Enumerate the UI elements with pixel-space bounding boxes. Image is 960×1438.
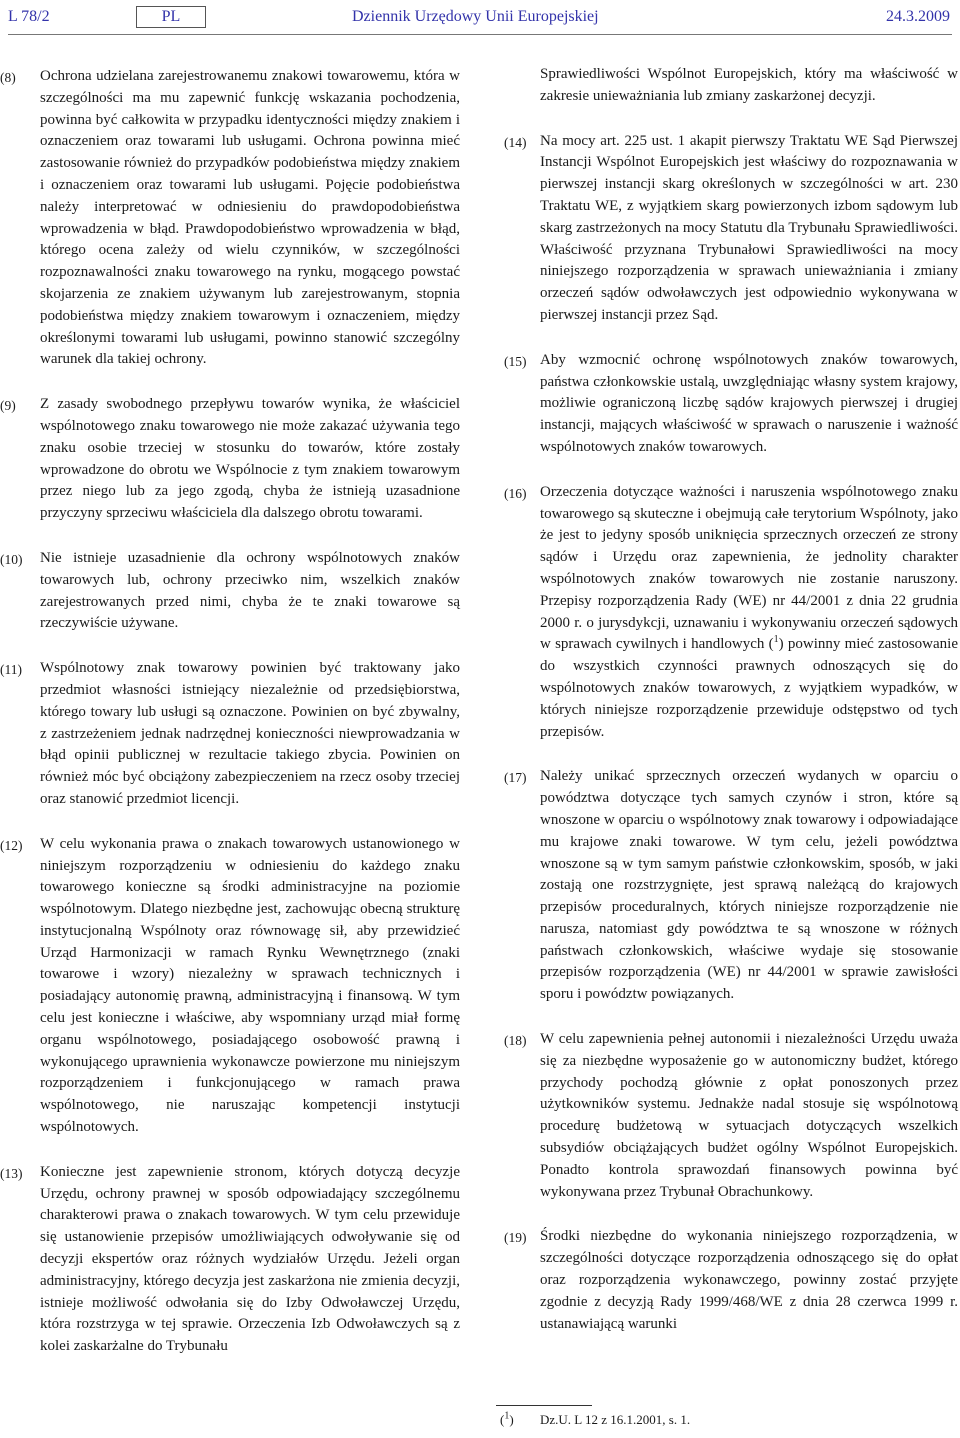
- recital-15: [496, 350, 958, 459]
- language-code-box: PL: [136, 6, 206, 28]
- recital-16: [496, 482, 959, 744]
- recital-text: Wspólnotowy znak towarowy powinien być traktowany jako przedmiot własności istniejący niezależnie od przedsiębiorstwa, którego towary lub usługi są oznaczone. Powinien on być zbywalny, z zastrzeżeniem jednak nadrzędnej konieczności niewprowadzania w błąd opinii publicznej w rezultacie takiego zbycia. Powinien on również móc być obciążony zabezpieczeniem na rzecz osoby trzeciej oraz stanowić przedmiot licencji.: [40, 660, 460, 807]
- recital-number: (9): [0, 398, 16, 414]
- page-header: [0, 6, 960, 28]
- recital-text: Sprawiedliwości Wspólnot Europejskich, który ma właściwość w zakresie unieważniania lub zmiany zaskarżonej decyzji.: [540, 66, 958, 104]
- recital-text: Nie istnieje uzasadnienie dla ochrony wspólnotowych znaków towarowych lub, ochrony przeciwko nim, wszelkich znaków zarejestrowanych przed nimi, chyba że te znaki towarowe są rzeczywiście używane.: [40, 549, 460, 632]
- recital-text-part: Orzeczenia dotyczące ważności i naruszenia wspólnotowego znaku towarowego są skuteczne i obejmują całe terytorium Wspólnoty, jako że jest to jedyny sposób uniknięcia sprzecznych orzeczeń ze strony sądów i Urzędu oraz zapewnienia, że jednolity charakter wspólnotowych znaków towarowych nie zostanie naruszony. Przepisy rozporządzenia Rady (WE) nr 44/2001 z dnia 22 grudnia 2000 r. o jurysdykcji, uznawaniu i wykonywaniu orzeczeń sądowych w sprawach cywilnych i handlowych (: [540, 483, 958, 653]
- footnote-text: Dz.U. L 12 z 16.1.2001, s. 1.: [540, 1412, 691, 1427]
- footnote-reference: 1: [773, 634, 779, 646]
- publication-date: 24.3.2009: [886, 8, 950, 25]
- recital-13: [0, 1162, 460, 1358]
- recital-number: (18): [504, 1033, 527, 1049]
- recital-19: [496, 1226, 958, 1335]
- recital-8: [0, 66, 460, 371]
- page-reference: L 78/2: [8, 8, 50, 25]
- footnote-mark-close: ): [509, 1412, 514, 1427]
- recital-number: (17): [504, 770, 527, 786]
- recital-text-part: ) powinny mieć zastosowanie do wszystkich czynności prawnych odnoszących się do wspólnotowych znaków towarowych, z wyjątkiem wypadków, w których niniejsze rozporządzenie przewiduje odstępstwo od tych przepisów.: [540, 636, 959, 740]
- recital-text: [540, 482, 958, 744]
- recital-11: [0, 658, 460, 811]
- recital-number: (8): [0, 70, 16, 85]
- recital-number: (16): [504, 485, 527, 501]
- recital-number: (12): [0, 837, 23, 853]
- recital-17: [496, 766, 958, 1006]
- recital-text: W celu zapewnienia pełnej autonomii i niezależności Urzędu uważa się za niezbędne wyposażenie go w autonomiczny budżet, którego przychody pochodzą głównie z opłat ponoszonych przez użytkowników systemu. Jednakże nadal stosuje się wspólnotową procedurę budżetową w sytuacjach dotyczących wszelkich subsydiów obciążających budżet ogólny Wspólnot Europejskich. Ponadto kontrola sprawozdań finansowych powinna być wykonywana przez Trybunał Obrachunkowy.: [540, 1031, 958, 1200]
- recital-text: Należy unikać sprzecznych orzeczeń wydanych w oparciu o powództwa dotyczące tych samych czynów i stron, które są wnoszone w oparciu o wspólnotowy znak towarowy i odpowiadające mu krajowe znaki towarowe. W tym celu, jeżeli powództwa wnoszone są w tym samym państwie członkowskim, sposób, w jaki zostają one rozstrzygnięte, jest sprawą należącą do krajowych przepisów proceduralnych, których niniejsze rozporządzenie nie narusza, natomiast gdy powództwa te są wnoszone w różnych państwach członkowskich, właściwe wydaje się stosowanie przepisów rozporządzenia (WE) nr 44/2001 w sprawie zawisłości sporu i powództw powiązanych.: [540, 768, 958, 1003]
- recital-text: Z zasady swobodnego przepływu towarów wynika, że właściciel wspólnotowego znaku towarowego nie może zakazać używania tego znaku osobie trzeciej w stosunku do towarów, które zostały wprowadzone do obrotu we Wspólnocie z tym znakiem towarowym przez niego lub za jego zgodą, chyba że istnieją uzasadnione przyczyny sprzeciwu właściciela dla dalszego obrotu towarami.: [40, 396, 460, 522]
- recital-number: (11): [0, 662, 22, 678]
- recital-text: Konieczne jest zapewnienie stronom, których dotyczą decyzje Urzędu, ochrony prawnej w sposób odpowiadający szczególnemu charakterowi prawa o znakach towarowych. W tym celu przewiduje się ustanowienie przepisów umożliwiających odwoływanie się od decyzji ekspertów oraz różnych wydziałów Urzędu. Jeżeli organ administracyjny, którego decyzja jest zaskarżona nie zmienia decyzji, istnieje możliwość odwołania się do Izby Odwoławczej Urzędu, która rozstrzyga w tej sprawie. Orzeczenia Izb Odwoławczych są z kolei zaskarżalne do Trybunału: [40, 1163, 460, 1355]
- footnote-mark-open: (: [500, 1412, 505, 1427]
- footnote-mark-number: 1: [504, 1410, 510, 1422]
- recital-text: W celu wykonania prawa o znakach towarowych ustanowionego w niniejszym rozporządzeniu w odniesieniu do każdego znaku towarowego konieczne są środki administracyjne na poziomie wspólnotowym. Dlatego niezbędne jest, zachowując obecną strukturę instytucjonalną Wspólnoty oraz równowagę sił, aby przewidzieć Urząd Harmonizacji w ramach Rynku Wewnętrznego (znaki towarowe i wzory) niezależny w sprawach technicznych i posiadający autonomię prawną, administracyjną i finansową. W tym celu jest konieczne i właściwe, aby wspomniany urząd miał formę organu wspólnotowego, posiadającego osobowość prawną i wykonującego uprawnienia wykonawcze powierzone mu niniejszym rozporządzeniem i funkcjonującego w ramach prawa wspólnotowego, nie naruszając kompetencji instytucji wspólnotowych.: [40, 835, 460, 1136]
- recital-14: [496, 131, 958, 327]
- recital-12: [0, 834, 460, 1139]
- footnote-mark: [500, 1411, 540, 1429]
- recital-text: Aby wzmocnić ochronę wspólnotowych znaków towarowych, państwa członkowskie ustalą, uwzględniając własny system krajowy, możliwie ograniczoną liczbę sądów krajowych pierwszej i drugiej instancji, mających właściwość w sprawach o naruszenie i ważność wspólnotowych znaków towarowych.: [540, 351, 958, 455]
- header-divider: [8, 34, 952, 35]
- recital-10: [0, 548, 460, 635]
- recital-18: [496, 1029, 958, 1203]
- recital-number: (10): [0, 551, 23, 567]
- recital-text: Na mocy art. 225 ust. 1 akapit pierwszy Traktatu WE Sąd Pierwszej Instancji Wspólnot Europejskich jest właściwy do rozpoznawania w pierwszej instancji skarg określonych w szczególności w art. 230 Traktatu WE, z wyjątkiem skarg powierzonych izbom sądowym lub skarg zastrzeżonych na mocy Statutu dla Trybunału Sprawiedliwości. Właściwość przyznana Trybunałowi Sprawiedliwości na mocy niniejszego rozporządzenia w sprawach unieważniania i zmiany orzeczeń sądów odwoławczych jest odpowiednio wykonywana w pierwszej instancji przez Sąd.: [540, 132, 958, 323]
- recital-9: [0, 394, 460, 525]
- footnote: [500, 1411, 690, 1429]
- recital-number: (14): [504, 134, 527, 150]
- recital-text: Ochrona udzielana zarejestrowanemu znakowi towarowemu, która w szczególności ma mu zapewnić funkcję wskazania pochodzenia, powinna być całkowita w przypadku identyczności między znakiem i oznaczeniem oraz towarami lub usługami. Ochrona powinna mieć zastosowanie również do przypadków podobieństwa między znakiem i oznaczeniem oraz towarami lub usługami. Pojęcie podobieństwa należy interpretować w odniesieniu do prawdopodobieństwa wprowadzenia w błąd. Prawdopodobieństwo wprowadzenia w błąd, którego ocena zależy od wielu czynników, w szczególności rozpoznawalności znaku towarowego na rynku, mogącego powstać skojarzenia ze znakiem używanym lub zarejestrowanym, stopnia podobieństwa między znakiem towarowym i oznaczeniem, między określonymi towarami lub usługami, powinno stanowić szczególny warunek dla takiej ochrony.: [40, 68, 460, 368]
- recital-number: (19): [504, 1230, 527, 1246]
- recital-13-continuation: [496, 64, 958, 108]
- recital-number: (15): [504, 353, 527, 369]
- journal-title: Dziennik Urzędowy Unii Europejskiej: [352, 8, 599, 25]
- recital-number: (13): [0, 1165, 23, 1181]
- left-column: [0, 66, 460, 1381]
- recital-text: Środki niezbędne do wykonania niniejszego rozporządzenia, w szczególności dotyczące rozporządzenia odnoszącego się do opłat oraz rozporządzenia wykonawczego, powinny zostać przyjęte zgodnie z decyzją Rady 1999/468/WE z dnia 28 czerwca 1999 r. ustanawiającą warunki: [540, 1228, 958, 1332]
- right-column: [496, 64, 959, 1358]
- footnote-divider: [496, 1405, 592, 1406]
